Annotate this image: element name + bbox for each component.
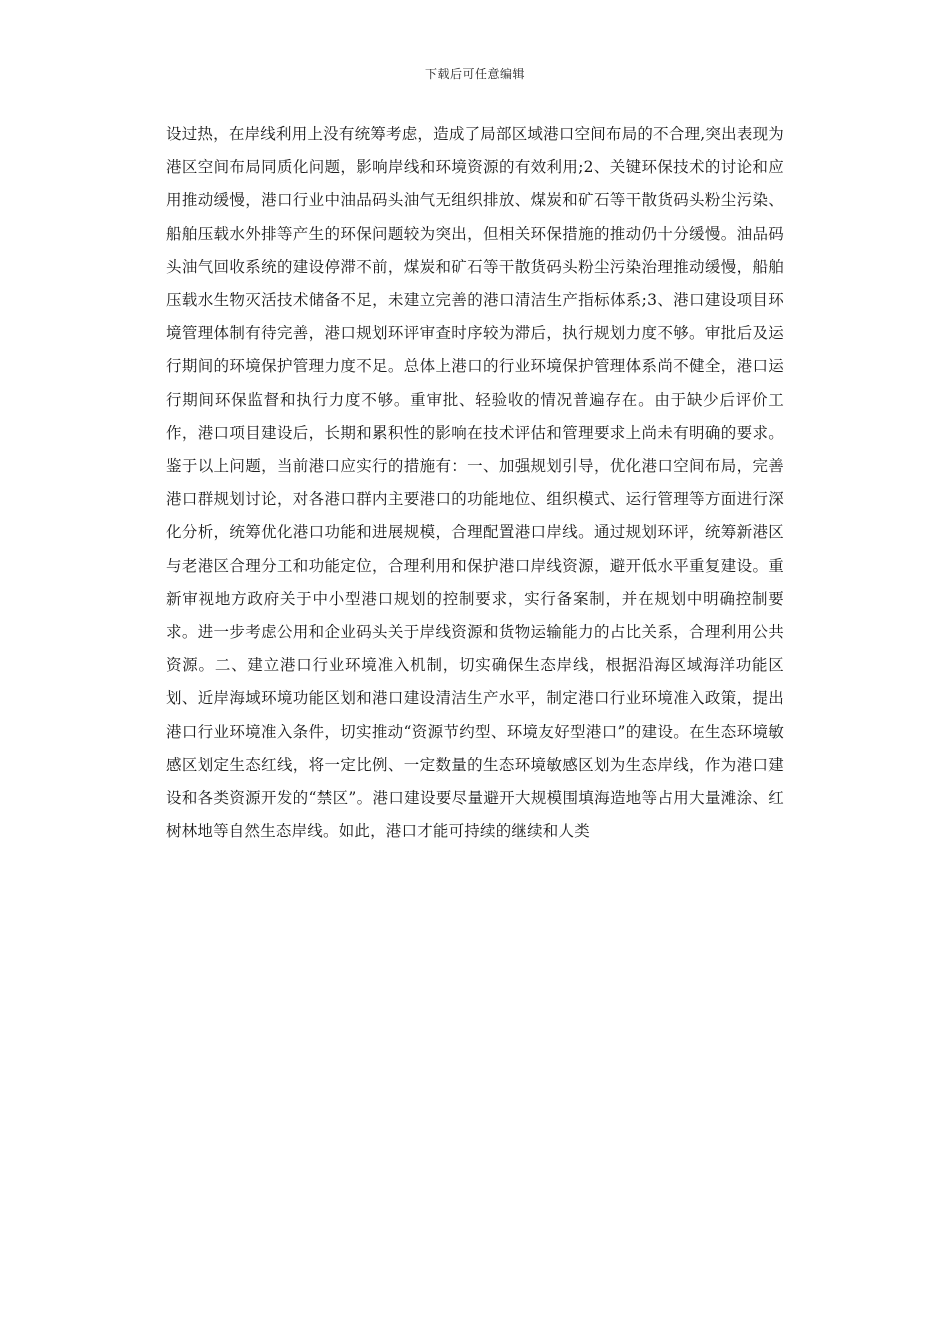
header-note: 下载后可任意编辑 — [424, 67, 525, 81]
body-paragraph: 设过热，在岸线利用上没有统筹考虑，造成了局部区域港口空间布局的不合理,突出表现为港区空间布局同质化问题，影响岸线和环境资源的有效利用;2、关键环保技术的讨论和应用推动缓慢，港口行业中油品码头油气无组织排放、煤炭和矿石等干散货码头粉尘污染、船舶压载水外排等产生的环保问题较为突出，但相关环保措施的推动仍十分缓慢。油品码头油气回收系统的建设停滞不前，煤炭和矿石等干散货码头粉尘污染治理推动缓慢，船舶压载水生物灭活技术储备不足，未建立完善的港口清洁生产指标体系;3、港口建设项目环境管理体制有待完善，港口规划环评审查时序较为滞后，执行规划力度不够。审批后及运行期间的环境保护管理力度不足。总体上港口的行业环境保护管理体系尚不健全，港口运行期间环保监督和执行力度不够。重审批、轻验收的情况普遍存在。由于缺少后评价工作，港口项目建设后，长期和累积性的影响在技术评估和管理要求上尚未有明确的要求。鉴于以上问题，当前港口应实行的措施有：一、加强规划引导，优化港口空间布局，完善港口群规划讨论，对各港口群内主要港口的功能地位、组织模式、运行管理等方面进行深化分析，统筹优化港口功能和进展规模，合理配置港口岸线。通过规划环评，统筹新港区与老港区合理分工和功能定位，合理利用和保护港口岸线资源，避开低水平重复建设。重新审视地方政府关于中小型港口规划的控制要求，实行备案制，并在规划中明确控制要求。进一步考虑公用和企业码头关于岸线资源和货物运输能力的占比关系，合理利用公共资源。二、建立港口行业环境准入机制，切实确保生态岸线，根据沿海区域海洋功能区划、近岸海域环境功能区划和港口建设清洁生产水平，制定港口行业环境准入政策，提出港口行业环境准入条件，切实推动“资源节约型、环境友好型港口”的建设。在生态环境敏感区划定生态红线，将一定比例、一定数量的生态环境敏感区划为生态岸线，作为港口建设和各类资源开发的“禁区”。港口建设要尽量避开大规模围填海造地等占用大量滩涂、红树林地等自然生态岸线。如此，港口才能可持续的继续和人类 — [166, 125, 784, 841]
